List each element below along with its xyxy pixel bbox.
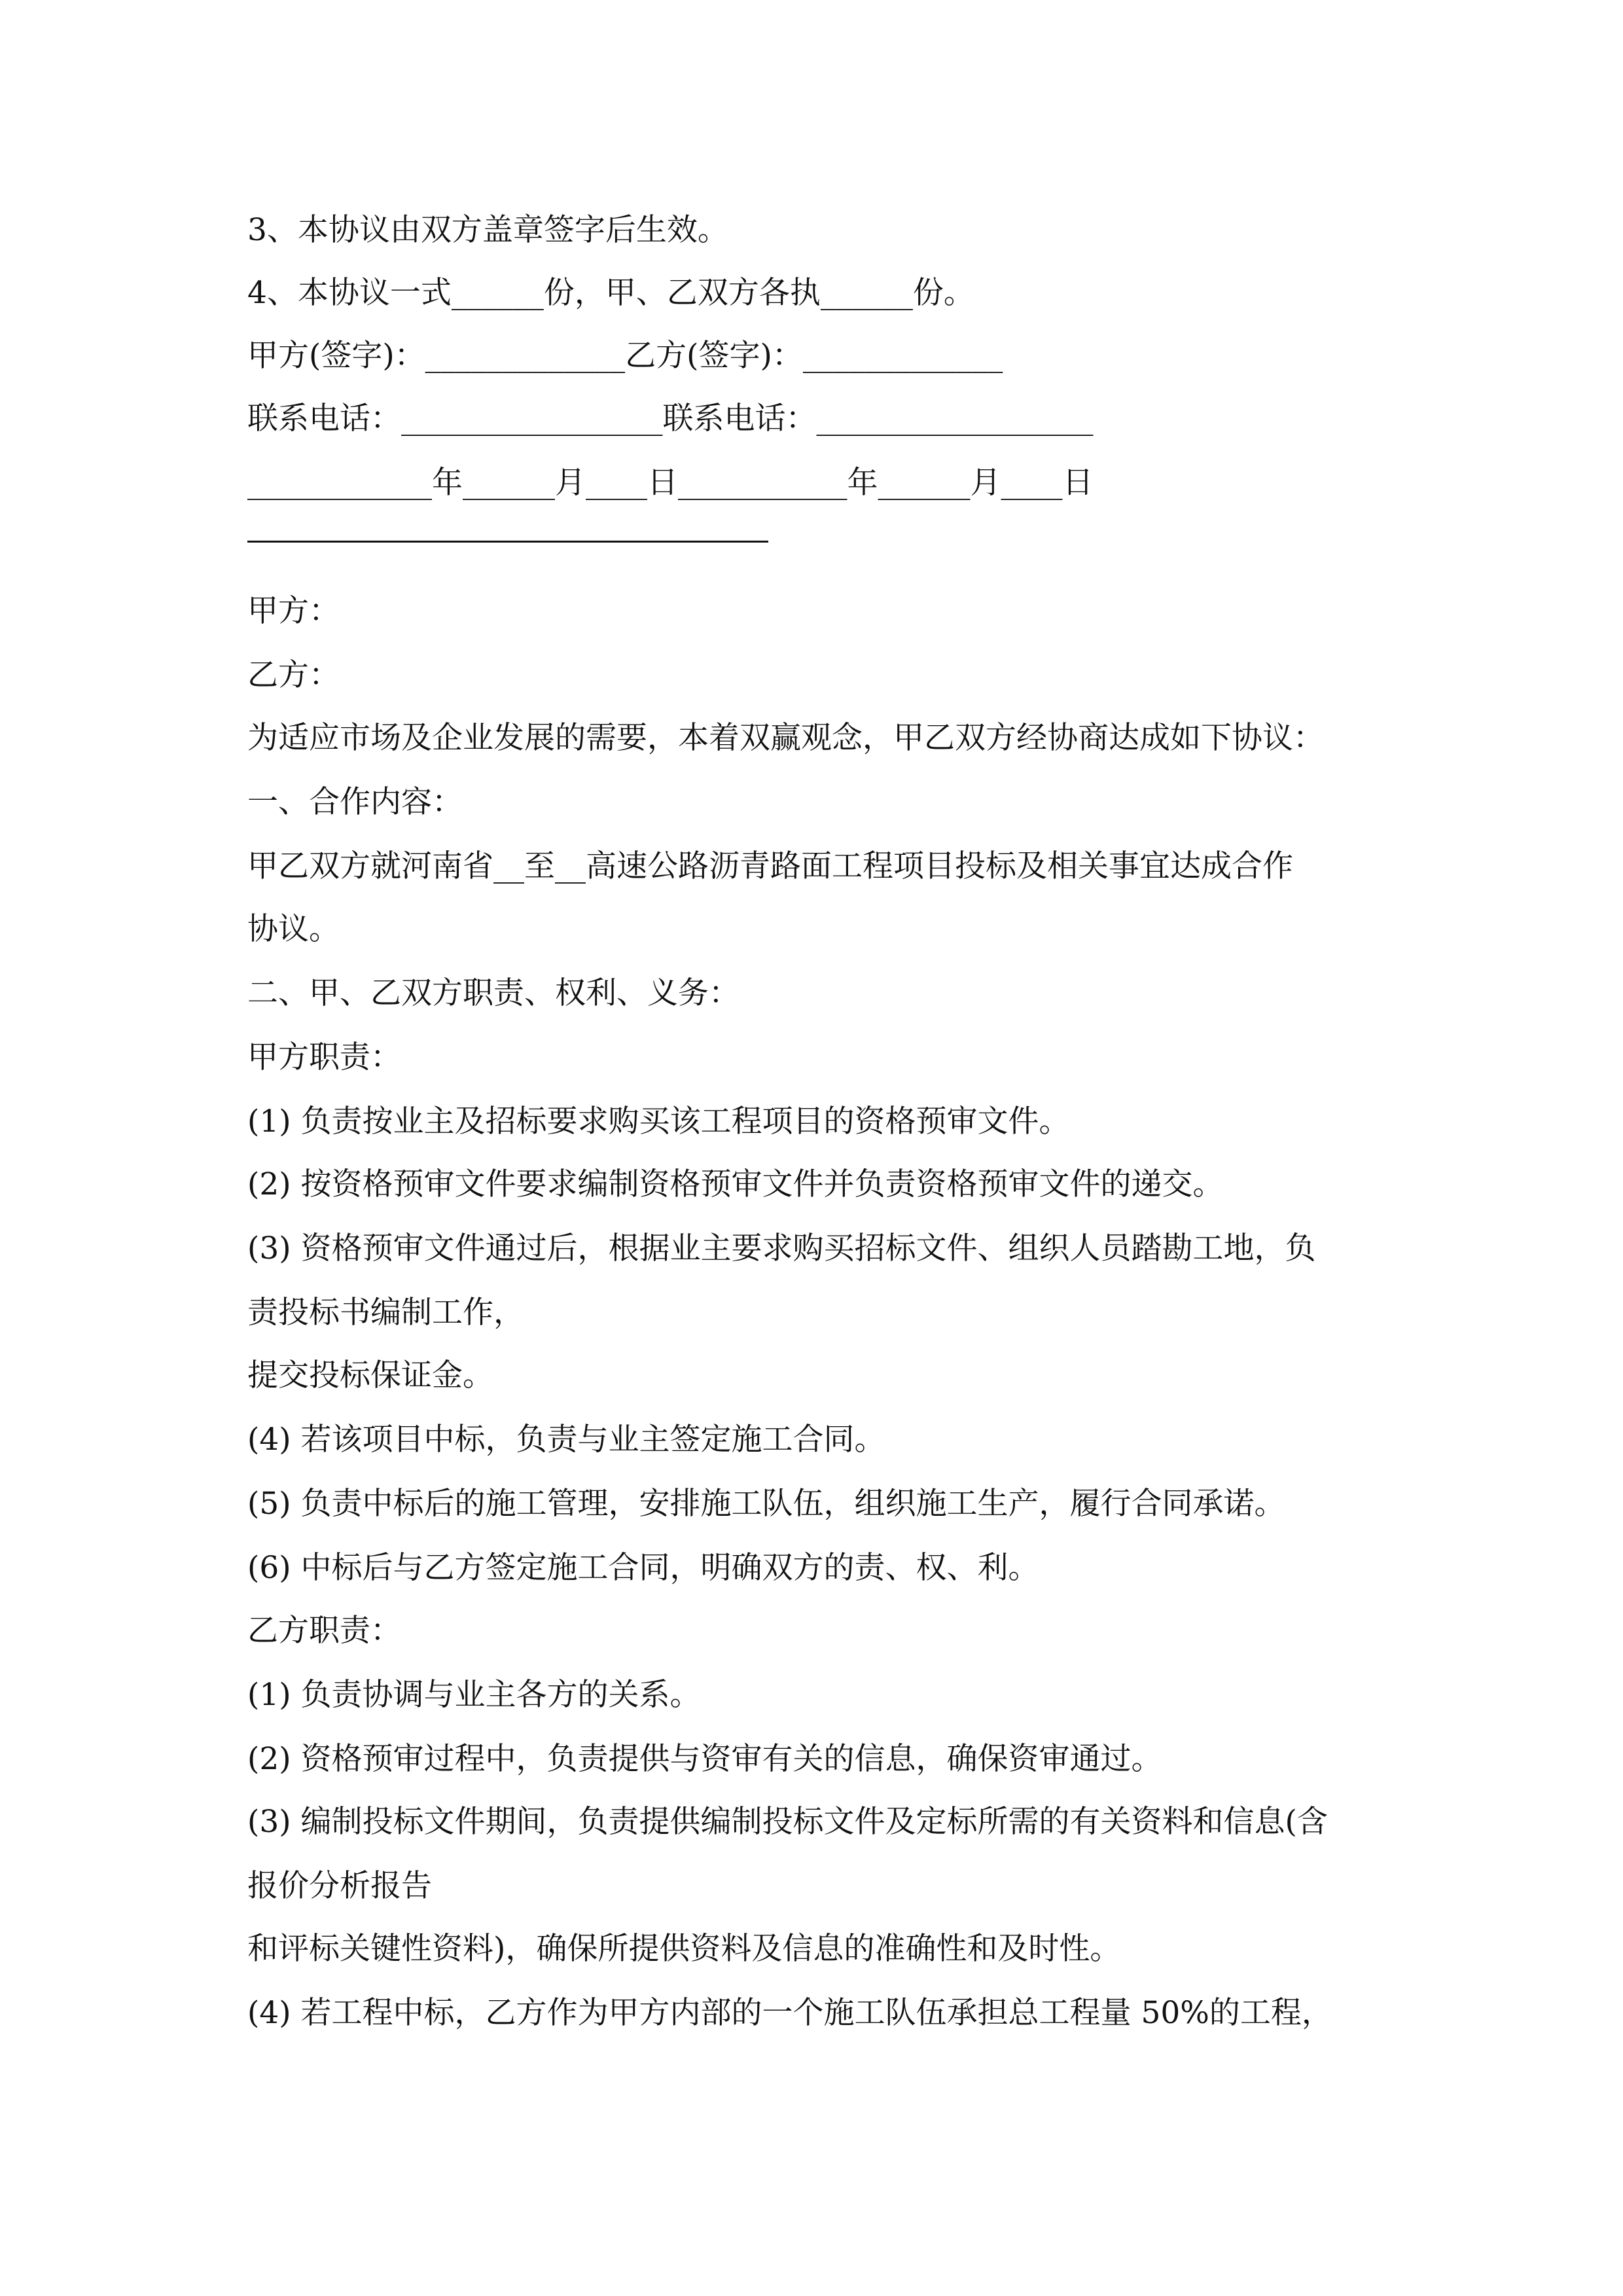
date-line: ____________年______月____日___________年______月____日	[247, 465, 1094, 501]
party-b-duties-heading: 乙方职责：	[247, 1613, 401, 1649]
preamble: 为适应市场及企业发展的需要，本着双赢观念，甲乙双方经协商达成如下协议：	[247, 720, 1324, 756]
phone-line: 联系电话：_________________联系电话：__________________	[247, 401, 1094, 437]
party-a-duty-2: (2) 按资格预审文件要求编制资格预审文件并负责资格预审文件的递交。	[247, 1166, 1224, 1202]
cooperation-content-cont: 协议。	[247, 911, 340, 947]
party-a-duty-3-cont: 责投标书编制工作，	[247, 1295, 524, 1331]
party-a-duty-6: (6) 中标后与乙方签定施工合同，明确双方的责、权、利。	[247, 1550, 1039, 1586]
cooperation-content: 甲乙双方就河南省__至__高速公路沥青路面工程项目投标及相关事宜达成合作	[247, 848, 1293, 884]
party-b-duty-3-cont: 报价分析报告	[247, 1868, 432, 1904]
party-b-duty-4: (4) 若工程中标，乙方作为甲方内部的一个施工队伍承担总工程量 50%的工程，	[247, 1995, 1332, 2031]
party-a-duty-3-cont2: 提交投标保证金。	[247, 1357, 493, 1393]
party-a-duty-1: (1) 负责按业主及招标要求购买该工程项目的资格预审文件。	[247, 1103, 1070, 1139]
party-b-duty-3-cont2: 和评标关键性资料)，确保所提供资料及信息的准确性和及时性。	[247, 1931, 1121, 1967]
section-1-heading: 一、合作内容：	[247, 784, 463, 820]
section-2-heading: 二、甲、乙双方职责、权利、义务：	[247, 975, 740, 1011]
party-a-duty-5: (5) 负责中标后的施工管理，安排施工队伍，组织施工生产，履行合同承诺。	[247, 1486, 1285, 1522]
section-divider	[247, 541, 768, 543]
party-b-duty-2: (2) 资格预审过程中，负责提供与资审有关的信息，确保资审通过。	[247, 1741, 1162, 1777]
party-a-duties-heading: 甲方职责：	[247, 1039, 401, 1075]
signature-line: 甲方(签字)：_____________乙方(签字)：_____________	[247, 338, 1003, 374]
clause-3: 3、本协议由双方盖章签字后生效。	[247, 212, 728, 248]
party-b-duty-3: (3) 编制投标文件期间，负责提供编制投标文件及定标所需的有关资料和信息(含	[247, 1804, 1328, 1840]
party-b-label: 乙方：	[247, 657, 340, 693]
party-a-duty-4: (4) 若该项目中标，负责与业主签定施工合同。	[247, 1422, 885, 1458]
clause-4: 4、本协议一式______份，甲、乙双方各执______份。	[247, 275, 974, 311]
party-a-duty-3: (3) 资格预审文件通过后，根据业主要求购买招标文件、组织人员踏勘工地，负	[247, 1230, 1316, 1266]
party-a-label: 甲方：	[247, 593, 340, 629]
party-b-duty-1: (1) 负责协调与业主各方的关系。	[247, 1677, 701, 1713]
